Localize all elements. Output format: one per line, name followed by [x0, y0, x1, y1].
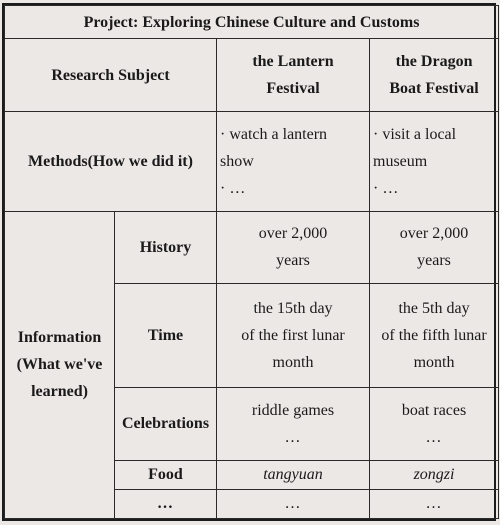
table-title: Project: Exploring Chinese Culture and Customs [5, 6, 499, 39]
header-lantern-line2: Festival [266, 80, 320, 98]
time-label: Time [115, 284, 217, 388]
header-dragon-line2: Boat Festival [389, 80, 479, 98]
methods-lantern-line1: · watch a lantern [220, 125, 328, 143]
information-label-line3: learned) [31, 383, 88, 401]
header-dragon-boat-festival [370, 39, 499, 112]
food-label: Food [115, 460, 217, 489]
celebrations-lantern-line2: … [284, 428, 302, 446]
methods-lantern-line2: show [220, 152, 254, 170]
time-dragon-line1: the 5th day [398, 300, 470, 318]
methods-dragon-line3: · … [373, 179, 399, 197]
methods-dragon [370, 111, 499, 211]
more-dragon: … [370, 489, 499, 518]
time-dragon-line2: of the fifth lunar [381, 327, 487, 345]
celebrations-dragon-line2: … [425, 428, 443, 446]
time-lantern-line2: of the first lunar [241, 327, 345, 345]
time-dragon [370, 284, 499, 388]
more-lantern: … [217, 489, 370, 518]
header-lantern-line1: the Lantern [252, 53, 334, 71]
header-dragon-line1: the Dragon [395, 53, 473, 71]
celebrations-label: Celebrations [115, 388, 217, 461]
header-research-subject [5, 39, 217, 112]
history-dragon-line2: years [417, 252, 451, 270]
methods-lantern [217, 111, 370, 211]
time-lantern-line1: the 15th day [253, 300, 333, 318]
title-row [5, 6, 499, 39]
time-lantern-line3: month [272, 354, 314, 372]
history-dragon [370, 211, 499, 284]
time-lantern [217, 284, 370, 388]
more-label: … [115, 489, 217, 518]
header-research-subject-text: Research Subject [51, 66, 170, 84]
methods-dragon-line1: · visit a local [373, 125, 457, 143]
methods-label: Methods(How we did it) [5, 111, 217, 211]
methods-lantern-line3: · … [220, 179, 246, 197]
celebrations-dragon [370, 388, 499, 461]
information-label [5, 211, 115, 518]
history-dragon-line1: over 2,000 [399, 225, 469, 243]
food-dragon: zongzi [370, 460, 499, 489]
header-row [5, 39, 499, 112]
methods-row [5, 111, 499, 211]
information-label-line2: (What we've [16, 356, 103, 374]
celebrations-lantern-line1: riddle games [251, 401, 335, 419]
food-lantern: tangyuan [217, 460, 370, 489]
methods-dragon-line2: museum [373, 152, 428, 170]
project-table [4, 5, 499, 519]
header-lantern-festival [217, 39, 370, 112]
celebrations-lantern [217, 388, 370, 461]
history-label: History [115, 211, 217, 284]
information-label-line1: Information [17, 329, 102, 347]
time-dragon-line3: month [413, 354, 455, 372]
history-row [5, 211, 499, 284]
project-table-frame [2, 3, 496, 521]
history-lantern-line2: years [276, 252, 310, 270]
celebrations-dragon-line1: boat races [401, 401, 467, 419]
history-lantern-line1: over 2,000 [258, 225, 328, 243]
history-lantern [217, 211, 370, 284]
